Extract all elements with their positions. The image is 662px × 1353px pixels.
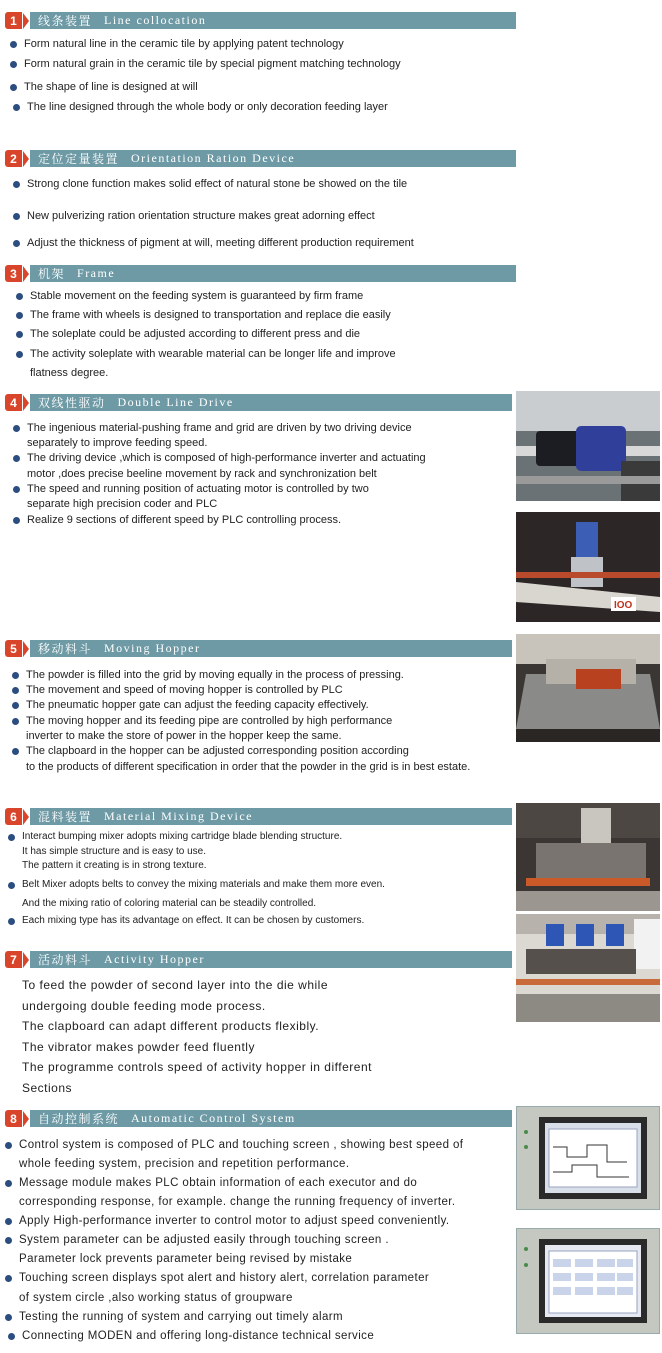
control-panel-photo-2	[516, 1228, 660, 1334]
list-item-continued: to the products of different specification in order that the powder in the grid is in best estate.	[26, 761, 471, 773]
list-item: Stable movement on the feeding system is guaranteed by firm frame	[30, 290, 363, 302]
list-item: New pulverizing ration orientation structure makes great adorning effect	[27, 210, 375, 222]
arrow-icon	[23, 641, 29, 657]
bullet-icon	[13, 213, 20, 220]
section-1-header	[5, 12, 29, 29]
mixing-device-photo	[516, 803, 660, 911]
bullet-icon	[8, 918, 15, 925]
title-cn: 活动料斗	[38, 953, 93, 967]
section-number: 4	[5, 394, 22, 411]
list-item-continued: flatness degree.	[30, 367, 109, 379]
section-6-header	[5, 808, 29, 825]
list-item: The moving hopper and its feeding pipe are controlled by high performance	[26, 715, 392, 727]
title-en: Double Line Drive	[117, 395, 234, 409]
list-item-continued: It has simple structure and is easy to use.	[22, 846, 206, 857]
list-item-continued: motor ,does precise beeline movement by rack and synchronization belt	[27, 468, 377, 480]
bullet-icon	[13, 455, 20, 462]
section-5-header	[5, 640, 29, 657]
title-en: Moving Hopper	[104, 641, 201, 655]
list-item: Interact bumping mixer adopts mixing cartridge blade blending structure.	[22, 831, 342, 842]
section-number: 7	[5, 951, 22, 968]
section-8-header	[5, 1110, 29, 1127]
arrow-icon	[23, 266, 29, 282]
section-number: 8	[5, 1110, 22, 1127]
driving-motor-photo	[516, 391, 660, 501]
list-item: Each mixing type has its advantage on effect. It can be chosen by customers.	[22, 915, 364, 926]
list-item: Apply High-performance inverter to control motor to adjust speed conveniently.	[19, 1215, 450, 1227]
section-7-title	[30, 951, 512, 968]
list-item-continued: Sections	[22, 1081, 73, 1095]
title-cn: 双线性驱动	[38, 396, 106, 410]
bullet-icon	[5, 1275, 12, 1282]
title-en: Line collocation	[104, 13, 207, 27]
section-1-title	[30, 12, 516, 29]
section-6-title	[30, 808, 512, 825]
bullet-icon	[10, 61, 17, 68]
list-item: Connecting MODEN and offering long-distance technical service	[22, 1330, 374, 1342]
list-item: Adjust the thickness of pigment at will, meeting different production requirement	[27, 237, 414, 249]
list-item: The powder is filled into the grid by moving equally in the process of pressing.	[26, 669, 404, 681]
control-panel-photo-1	[516, 1106, 660, 1210]
list-item: The programme controls speed of activity hopper in different	[22, 1060, 372, 1074]
list-item: Form natural grain in the ceramic tile by special pigment matching technology	[24, 58, 401, 70]
arrow-icon	[23, 1111, 29, 1127]
bullet-icon	[12, 702, 19, 709]
arrow-icon	[23, 151, 29, 167]
list-item: The line designed through the whole body or only decoration feeding layer	[27, 101, 388, 113]
bullet-icon	[12, 718, 19, 725]
title-en: Orientation Ration Device	[131, 151, 296, 165]
bullet-icon	[5, 1180, 12, 1187]
section-7-header	[5, 951, 29, 968]
list-item: The frame with wheels is designed to transportation and replace die easily	[30, 309, 391, 321]
list-item: Message module makes PLC obtain information of each executor and do	[19, 1177, 417, 1189]
title-cn: 混料装置	[38, 810, 93, 824]
section-number: 6	[5, 808, 22, 825]
bullet-icon	[5, 1237, 12, 1244]
arrow-icon	[23, 395, 29, 411]
bullet-icon	[8, 882, 15, 889]
brand-logo: IOO	[614, 600, 633, 611]
bullet-icon	[16, 293, 23, 300]
bullet-icon	[13, 104, 20, 111]
list-item: The shape of line is designed at will	[24, 81, 198, 93]
list-item: Belt Mixer adopts belts to convey the mixing materials and make them more even.	[22, 879, 385, 890]
bullet-icon	[8, 834, 15, 841]
list-item: Realize 9 sections of different speed by PLC controlling process.	[27, 514, 341, 526]
bullet-icon	[12, 672, 19, 679]
list-item-continued: separate high precision coder and PLC	[27, 498, 218, 510]
moving-hopper-photo	[516, 634, 660, 742]
list-item: System parameter can be adjusted easily through touching screen .	[19, 1234, 389, 1246]
arrow-icon	[23, 809, 29, 825]
title-cn: 线条装置	[38, 14, 93, 28]
section-number: 2	[5, 150, 22, 167]
section-2-title	[30, 150, 516, 167]
list-item-continued: corresponding response, for example. change the running frequency of inverter.	[19, 1196, 456, 1208]
bullet-icon	[16, 312, 23, 319]
list-item: Strong clone function makes solid effect of natural stone be showed on the tile	[27, 178, 407, 190]
list-item: Form natural line in the ceramic tile by applying patent technology	[24, 38, 344, 50]
section-number: 3	[5, 265, 22, 282]
section-8-title	[30, 1110, 512, 1127]
list-item: To feed the powder of second layer into the die while	[22, 978, 329, 992]
list-item-continued: And the mixing ratio of coloring material can be steadily controlled.	[22, 898, 317, 909]
list-item: The clapboard can adapt different products flexibly.	[22, 1019, 320, 1033]
section-number: 1	[5, 12, 22, 29]
bullet-icon	[13, 240, 20, 247]
section-2-header	[5, 150, 29, 167]
list-item-continued: The pattern it creating is in strong texture.	[22, 860, 207, 871]
section-4-title	[30, 394, 512, 411]
bullet-icon	[13, 181, 20, 188]
bullet-icon	[12, 687, 19, 694]
list-item: The vibrator makes powder feed fluently	[22, 1040, 255, 1054]
list-item: The driving device ,which is composed of high-performance inverter and actuating	[27, 452, 426, 464]
list-item-continued: whole feeding system, precision and repetition performance.	[19, 1158, 350, 1170]
list-item-continued: of system circle ,also working status of groupware	[19, 1292, 293, 1304]
list-item: The ingenious material-pushing frame and grid are driven by two driving device	[27, 422, 412, 434]
list-item: The activity soleplate with wearable material can be longer life and improve	[30, 348, 396, 360]
list-item-continued: undergoing double feeding mode process.	[22, 999, 266, 1013]
list-item: The movement and speed of moving hopper is controlled by PLC	[26, 684, 343, 696]
list-item: Control system is composed of PLC and touching screen , showing best speed of	[19, 1139, 463, 1151]
bullet-icon	[13, 517, 20, 524]
section-5-title	[30, 640, 512, 657]
bullet-icon	[16, 351, 23, 358]
title-cn: 移动料斗	[38, 642, 93, 656]
bullet-icon	[5, 1142, 12, 1149]
section-3-header	[5, 265, 29, 282]
list-item: The soleplate could be adjusted according to different press and die	[30, 328, 360, 340]
title-en: Frame	[77, 266, 116, 280]
arrow-icon	[23, 13, 29, 29]
title-en: Automatic Control System	[131, 1111, 296, 1125]
bullet-icon	[13, 425, 20, 432]
activity-hopper-photo	[516, 914, 660, 1022]
title-en: Material Mixing Device	[104, 809, 253, 823]
list-item-continued: Parameter lock prevents parameter being revised by mistake	[19, 1253, 353, 1265]
title-cn: 自动控制系统	[38, 1112, 120, 1126]
bullet-icon	[5, 1314, 12, 1321]
bullet-icon	[16, 331, 23, 338]
bullet-icon	[8, 1333, 15, 1340]
title-cn: 机架	[38, 267, 66, 281]
arrow-icon	[23, 952, 29, 968]
section-3-title	[30, 265, 516, 282]
bullet-icon	[12, 748, 19, 755]
section-4-header	[5, 394, 29, 411]
list-item: Testing the running of system and carrying out timely alarm	[19, 1311, 343, 1323]
bullet-icon	[10, 41, 17, 48]
list-item: The pneumatic hopper gate can adjust the feeding capacity effectively.	[26, 699, 369, 711]
bullet-icon	[13, 486, 20, 493]
list-item: The clapboard in the hopper can be adjusted corresponding position according	[26, 745, 409, 757]
bullet-icon	[5, 1218, 12, 1225]
list-item-continued: separately to improve feeding speed.	[27, 437, 208, 449]
title-en: Activity Hopper	[104, 952, 205, 966]
section-number: 5	[5, 640, 22, 657]
title-cn: 定位定量装置	[38, 152, 120, 166]
list-item: The speed and running position of actuating motor is controlled by two	[27, 483, 369, 495]
list-item: Touching screen displays spot alert and history alert, correlation parameter	[19, 1272, 429, 1284]
list-item-continued: inverter to make the store of power in the hopper keep the same.	[26, 730, 342, 742]
bullet-icon	[10, 84, 17, 91]
drive-unit-photo	[516, 512, 660, 622]
